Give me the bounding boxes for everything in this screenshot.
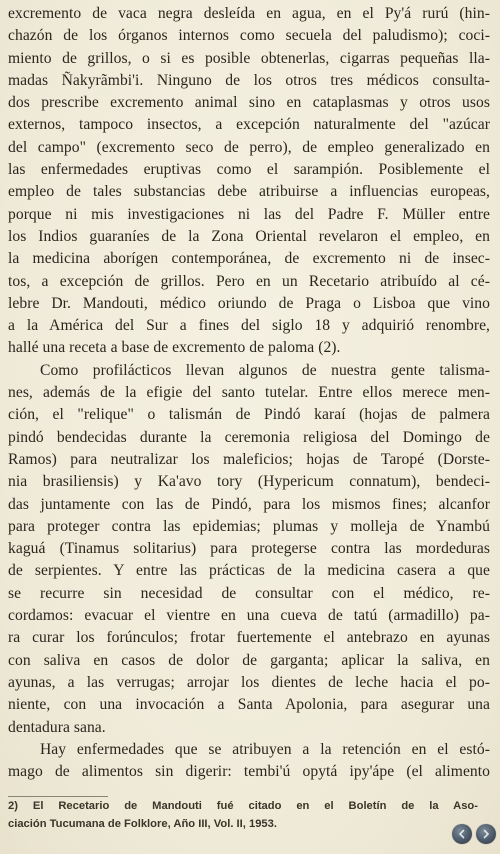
text-line: ción, el "relique" o talismán de Pindó karaí (hojas de palmera — [8, 406, 490, 424]
text-line: Ramos) para neutralizar los maleficios; hojas de Taropé (Dorste- — [8, 450, 490, 468]
text-line: chazón de los órganos internos como secuela del paludismo); coci- — [8, 27, 490, 45]
text-line: externos, tampoco insectos, a excepción naturalmente del "azúcar — [8, 116, 490, 134]
back-circle-icon[interactable] — [452, 824, 472, 844]
text-line: se recurre sin necesidad de consultar con el médico, re- — [8, 584, 490, 602]
text-line: empleo de tales substancias debe atribuirse a influencias europeas, — [8, 183, 490, 201]
text-line: lebre Dr. Mandouti, médico oriundo de Praga o Lisboa que vino — [8, 294, 490, 312]
text-line: con saliva en casos de dolor de garganta; aplicar la saliva, en — [8, 651, 490, 669]
text-line: mago de alimentos sin digerir: tembi'ú opytá ipy'ápe (el alimento — [8, 763, 490, 781]
text-line: para proteger contra las epidemias; plumas y molleja de Ynambú — [8, 517, 490, 535]
text-line: dentadura sana. — [8, 718, 106, 736]
text-line: cordamos: evacuar el vientre en una cueva de tatú (armadillo) pa- — [8, 607, 490, 625]
text-line: ra curar los forúnculos; frotar fuertemente el antebrazo en ayunas — [8, 629, 490, 647]
text-line: tos, a excepción de grillos. Pero en un Recetario atribuído al cé- — [8, 272, 490, 290]
text-line: Como profilácticos llevan algunos de nuestra gente talisma- — [40, 361, 490, 379]
text-line: kaguá (Tinamus solitarius) para protegerse contra las mordeduras — [8, 540, 490, 558]
text-line: del campo" (excremento seco de perro), de empleo generalizado en — [8, 138, 490, 156]
forward-circle-icon[interactable] — [476, 824, 496, 844]
text-line: pindó bendecidas durante la ceremonia religiosa del Domingo de — [8, 428, 490, 446]
body-text — [8, 3, 490, 783]
text-line: dos prescribe excremento animal sino en cataplasmas y otros usos — [8, 94, 490, 112]
text-line: niente, con una invocación a Santa Apolonia, para asegurar una — [8, 696, 490, 714]
text-line: ayunas, a las verrugas; arrojar los dientes de leche hacia el po- — [8, 673, 490, 691]
text-line: madas Ñakyrãmbi'i. Ninguno de los otros tres médicos consulta- — [8, 71, 490, 89]
text-line: las enfermedades eruptivas como el sarampión. Posiblemente el — [8, 161, 490, 179]
text-line: los Indios guaraníes de la Zona Oriental revelaron el empleo, en — [8, 227, 490, 245]
text-line: das juntamente con las de Pindó, para los mismos fines; alcanfor — [8, 495, 490, 513]
text-line: Hay enfermedades que se atribuyen a la retención en el estó- — [40, 740, 490, 758]
text-line: la medicina aborígen contemporánea, de excremento ni de insec- — [8, 250, 490, 268]
text-line: porque ni mis investigaciones ni las del Padre F. Müller entre — [8, 205, 490, 223]
text-line: nia brasiliensis) y Ka'avo tory (Hypericum connatum), bendeci- — [8, 473, 490, 491]
footnote-line: ciación Tucumana de Folklore, Año III, Vol. II, 1953. — [8, 818, 277, 830]
text-line: a la América del Sur a fines del siglo 18 y adquirió renombre, — [8, 317, 490, 335]
arrow-right-icon — [481, 829, 491, 839]
page-nav-icons — [452, 824, 496, 844]
arrow-left-icon — [457, 829, 467, 839]
text-line: miento de grillos, o si es posible obtenerlas, cigarras pequeñas lla- — [8, 49, 490, 67]
text-line: nes, además de la efigie del santo tutelar. Entre ellos merece men- — [8, 384, 490, 402]
text-line: hallé una receta a base de excremento de paloma (2). — [8, 339, 341, 357]
text-line: de serpientes. Y entre las prácticas de la medicina casera a que — [8, 562, 490, 580]
footnote-line: 2) El Recetario de Mandouti fué citado en el Boletín de la Aso- — [8, 800, 478, 812]
text-line: excremento de vaca negra desleída en agua, en el Py'á rurú (hin- — [8, 5, 490, 22]
footnote — [8, 797, 478, 833]
